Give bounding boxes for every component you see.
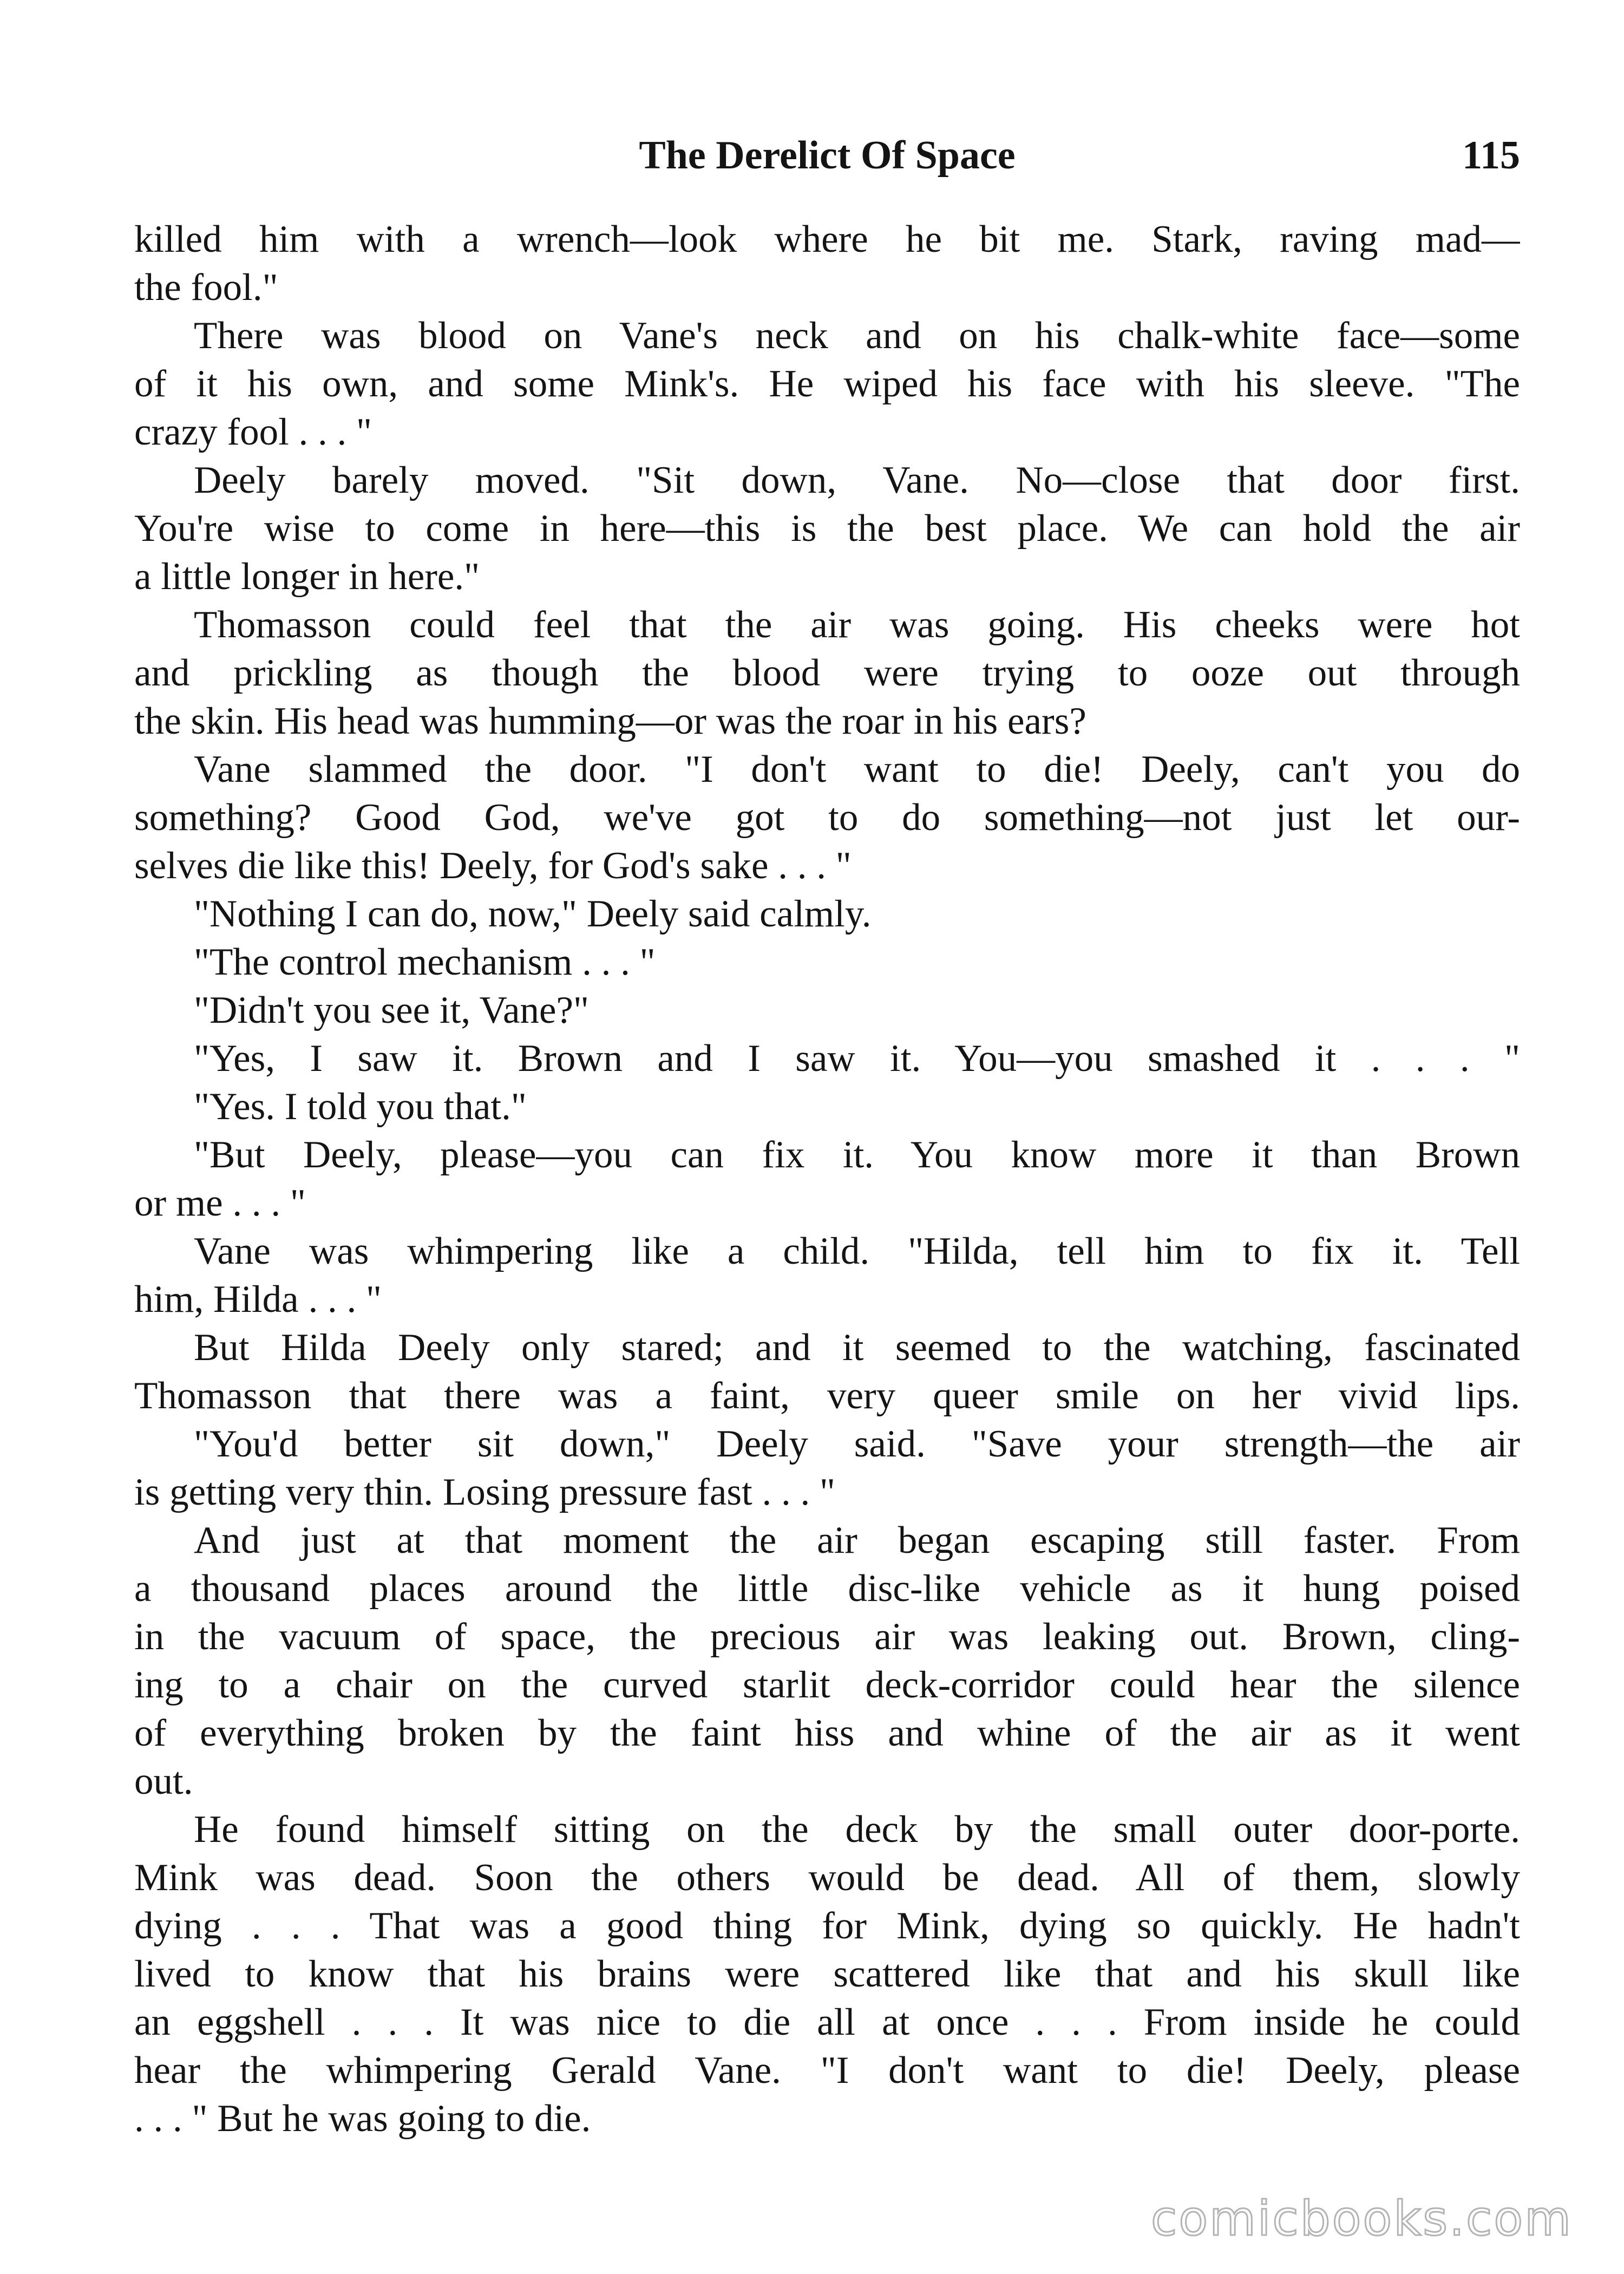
text-line: You're wise to come in here—this is the best place. We can hold the air [134,507,1520,550]
text-line: Mink was dead. Soon the others would be dead. All of them, slowly [134,1857,1520,1899]
text-line: "Yes, I saw it. Brown and I saw it. You—you smashed it . . . " [194,1037,1520,1080]
text-line: is getting very thin. Losing pressure fast . . . " [134,1471,835,1513]
text-line: dying . . . That was a good thing for Mink, dying so quickly. He hadn't [134,1905,1520,1947]
text-line: Thomasson could feel that the air was going. His cheeks were hot [194,604,1520,646]
text-line: He found himself sitting on the deck by the small outer door-porte. [194,1808,1520,1851]
running-title: The Derelict Of Space [639,133,1016,178]
text-line: "But Deely, please—you can fix it. You know more it than Brown [194,1134,1520,1176]
text-line: something? Good God, we've got to do something—not just let our- [134,796,1520,839]
text-line: in the vacuum of space, the precious air was leaking out. Brown, cling- [134,1616,1520,1658]
text-line: lived to know that his brains were scattered like that and his skull like [134,1953,1520,1995]
text-line: and prickling as though the blood were trying to ooze out through [134,652,1520,694]
text-line: ing to a chair on the curved starlit deck-corridor could hear the silence [134,1664,1520,1706]
text-line: the skin. His head was humming—or was the roar in his ears? [134,700,1086,742]
text-line: of everything broken by the faint hiss and whine of the air as it went [134,1712,1520,1754]
text-line: or me . . . " [134,1182,306,1224]
text-line: And just at that moment the air began escaping still faster. From [194,1519,1520,1561]
text-line: the fool." [134,266,278,309]
text-line: But Hilda Deely only stared; and it seemed to the watching, fascinated [194,1327,1520,1369]
text-line: selves die like this! Deely, for God's sake . . . " [134,845,852,887]
body-text [134,215,1520,2143]
text-line: "Nothing I can do, now," Deely said calmly. [194,893,872,935]
running-head [134,126,1520,185]
text-line: "Yes. I told you that." [194,1086,527,1128]
text-line: a little longer in here." [134,556,480,598]
text-line: hear the whimpering Gerald Vane. "I don't want to die! Deely, please [134,2049,1520,2092]
text-line: "Didn't you see it, Vane?" [194,989,590,1031]
page-number: 115 [1462,133,1520,178]
text-line: him, Hilda . . . " [134,1278,382,1321]
text-line: Vane slammed the door. "I don't want to die! Deely, can't you do [194,748,1520,790]
text-line: out. [134,1760,193,1802]
text-line: Vane was whimpering like a child. "Hilda, tell him to fix it. Tell [194,1230,1520,1272]
text-line: Deely barely moved. "Sit down, Vane. No—close that door first. [194,459,1520,501]
text-line: an eggshell . . . It was nice to die all at once . . . From inside he could [134,2001,1520,2043]
text-line: killed him with a wrench—look where he bit me. Stark, raving mad— [134,218,1520,260]
text-line: crazy fool . . . " [134,411,372,453]
text-line: "The control mechanism . . . " [194,941,656,983]
text-line: Thomasson that there was a faint, very queer smile on her vivid lips. [134,1375,1520,1417]
text-line: There was blood on Vane's neck and on his chalk-white face—some [194,315,1520,357]
text-line: . . . " But he was going to die. [134,2097,591,2140]
text-line: a thousand places around the little disc-like vehicle as it hung poised [134,1567,1520,1610]
text-line: "You'd better sit down," Deely said. "Save your strength—the air [194,1423,1520,1465]
text-line: of it his own, and some Mink's. He wiped his face with his sleeve. "The [134,363,1520,405]
watermark: comicbooks.com [1150,2191,1573,2246]
